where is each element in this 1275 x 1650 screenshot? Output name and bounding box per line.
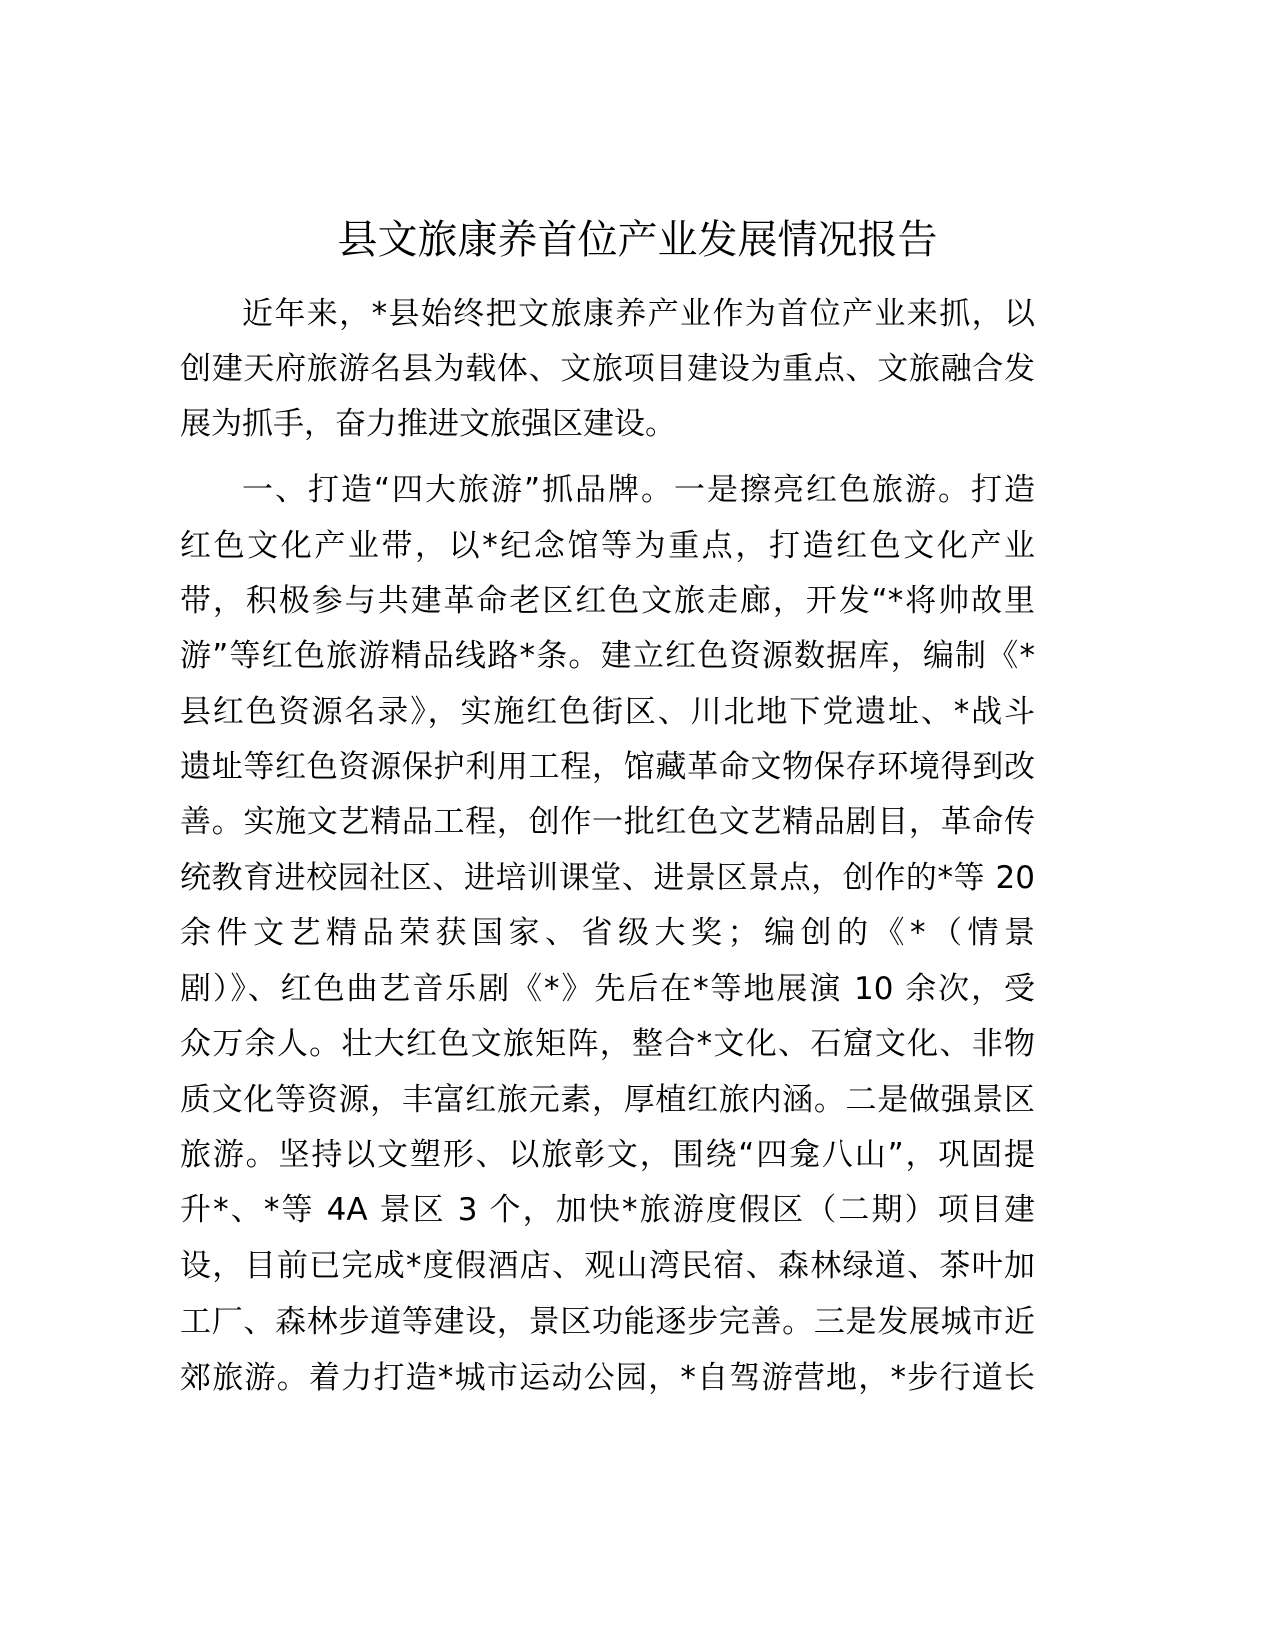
paragraph-2-line: 郊旅游。着力打造*城市运动公园，*自驾游营地，*步行道长	[180, 1360, 1035, 1396]
paragraph-2-line: 升*、*等 4A 景区 3 个，加快*旅游度假区（二期）项目建	[180, 1192, 1035, 1228]
paragraph-1-line: 创建天府旅游名县为载体、文旅项目建设为重点、文旅融合发	[180, 351, 1035, 387]
paragraph-2-line: 红色文化产业带，以*纪念馆等为重点，打造红色文化产业	[180, 528, 1035, 564]
paragraph-2-line: 工厂、森林步道等建设，景区功能逐步完善。三是发展城市近	[180, 1304, 1035, 1340]
paragraph-2-line: 旅游。坚持以文塑形、以旅彰文，围绕“四龛八山”，巩固提	[180, 1137, 1035, 1173]
paragraph-2-line: 设，目前已完成*度假酒店、观山湾民宿、森林绿道、茶叶加	[180, 1248, 1035, 1284]
paragraph-2-line: 质文化等资源，丰富红旅元素，厚植红旅内涵。二是做强景区	[180, 1082, 1035, 1118]
paragraph-2-line: 遗址等红色资源保护利用工程，馆藏革命文物保存环境得到改	[180, 749, 1035, 785]
paragraph-2-line: 余件文艺精品荣获国家、省级大奖；编创的《*（情景	[180, 915, 1035, 951]
paragraph-2-line: 剧）》、红色曲艺音乐剧《*》先后在*等地展演 10 余次，受	[180, 971, 1035, 1007]
paragraph-2-line: 善。实施文艺精品工程，创作一批红色文艺精品剧目，革命传	[180, 804, 1035, 840]
paragraph-2-line: 游”等红色旅游精品线路*条。建立红色资源数据库，编制《*	[180, 638, 1035, 674]
document-title: 县文旅康养首位产业发展情况报告	[337, 217, 938, 263]
paragraph-2-line: 众万余人。壮大红色文旅矩阵，整合*文化、石窟文化、非物	[180, 1026, 1035, 1062]
paragraph-1-line: 展为抓手，奋力推进文旅强区建设。	[180, 406, 676, 442]
paragraph-2-line: 带，积极参与共建革命老区红色文旅走廊，开发“*将帅故里	[180, 583, 1035, 619]
paragraph-2-line: 统教育进校园社区、进培训课堂、进景区景点，创作的*等 20	[180, 860, 1035, 896]
paragraph-2-line: 县红色资源名录》，实施红色街区、川北地下党遗址、*战斗	[180, 694, 1035, 730]
paragraph-2-line: 一、打造“四大旅游”抓品牌。一是擦亮红色旅游。打造	[242, 472, 1035, 508]
paragraph-1-line: 近年来，*县始终把文旅康养产业作为首位产业来抓，以	[242, 296, 1035, 332]
